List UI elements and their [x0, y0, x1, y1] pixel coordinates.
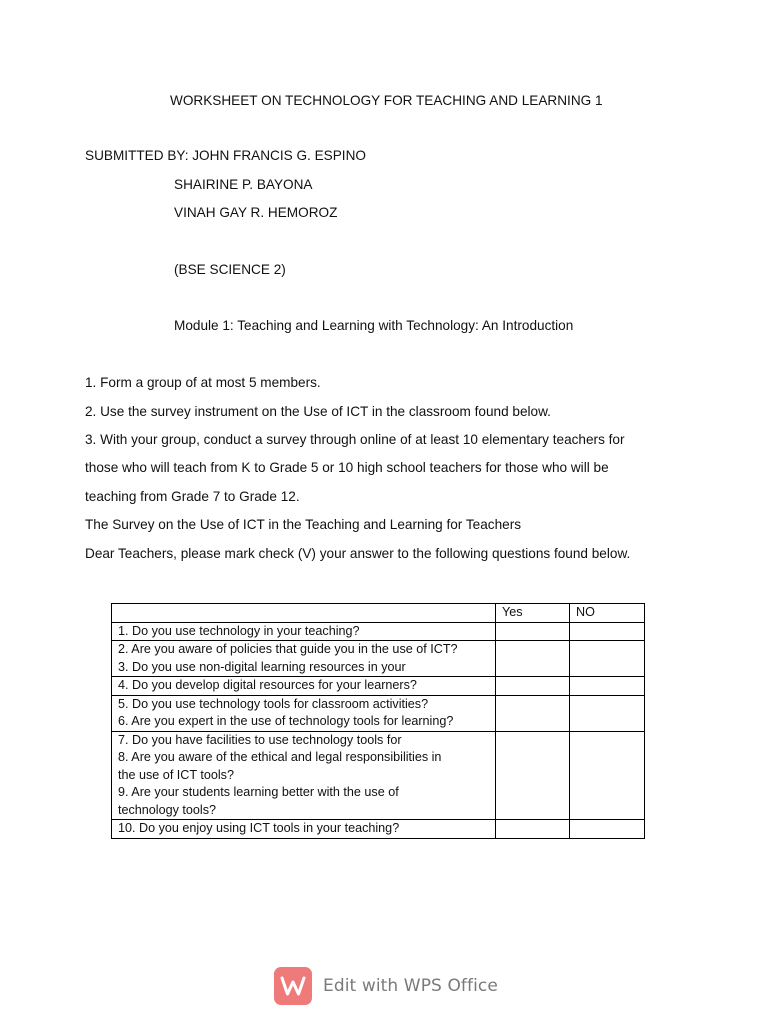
- yes-cell[interactable]: [496, 731, 570, 820]
- header-cell-yes: Yes: [496, 604, 570, 623]
- question-cell: [112, 731, 496, 820]
- edit-with-wps-button[interactable]: [274, 966, 498, 1006]
- table-row: [112, 695, 645, 731]
- question-text: 7. Do you have facilities to use technology tools for: [118, 732, 402, 747]
- submitted-by-line: SUBMITTED BY: JOHN FRANCIS G. ESPINO: [85, 148, 366, 163]
- yes-cell[interactable]: [496, 820, 570, 839]
- wps-logo-icon: [274, 967, 312, 1005]
- question-text: 6. Are you expert in the use of technology tools for learning?: [118, 714, 454, 728]
- yes-cell[interactable]: [496, 641, 570, 677]
- no-cell[interactable]: [570, 677, 645, 696]
- table-header-row: [112, 604, 645, 623]
- question-cell: [112, 677, 496, 696]
- question-cell: [112, 695, 496, 731]
- question-cell: [112, 641, 496, 677]
- survey-table: [111, 603, 645, 839]
- no-cell[interactable]: [570, 641, 645, 677]
- question-text: 1. Do you use technology in your teaching?: [118, 623, 360, 638]
- survey-title: The Survey on the Use of ICT in the Teaching and Learning for Teachers: [85, 517, 522, 532]
- header-cell: [112, 604, 496, 623]
- worksheet-title: WORKSHEET ON TECHNOLOGY FOR TEACHING AND LEARNING 1: [170, 93, 603, 108]
- question-cell: [112, 820, 496, 839]
- yes-cell[interactable]: [496, 677, 570, 696]
- instruction-2: 2. Use the survey instrument on the Use of ICT in the classroom found below.: [85, 404, 551, 419]
- no-cell[interactable]: [570, 820, 645, 839]
- question-text: 9. Are your students learning better with the use of: [118, 785, 399, 799]
- question-text: technology tools?: [118, 802, 217, 817]
- module-title: Module 1: Teaching and Learning with Technology: An Introduction: [174, 318, 574, 333]
- table-row: [112, 731, 645, 820]
- table-row: [112, 820, 645, 839]
- question-text: the use of ICT tools?: [118, 767, 234, 782]
- instruction-3-cont: teaching from Grade 7 to Grade 12.: [85, 489, 300, 504]
- instruction-3-cont: those who will teach from K to Grade 5 or 10 high school teachers for those who will be: [85, 460, 609, 475]
- yes-cell[interactable]: [496, 695, 570, 731]
- question-text: 5. Do you use technology tools for classroom activities?: [118, 696, 429, 711]
- question-text: 4. Do you develop digital resources for your learners?: [118, 678, 417, 692]
- question-text: 2. Are you aware of policies that guide you in the use of ICT?: [118, 642, 458, 656]
- survey-instruction: Dear Teachers, please mark check (V) your answer to the following questions found below.: [85, 546, 631, 561]
- table-row: [112, 622, 645, 641]
- course-label: (BSE SCIENCE 2): [174, 262, 286, 277]
- yes-cell[interactable]: [496, 622, 570, 641]
- question-text: 8. Are you aware of the ethical and legal responsibilities in: [118, 750, 442, 764]
- question-text: 3. Do you use non-digital learning resources in your: [118, 659, 406, 674]
- table-row: [112, 641, 645, 677]
- question-text: 10. Do you enjoy using ICT tools in your teaching?: [118, 821, 400, 835]
- wps-label: Edit with WPS Office: [323, 976, 498, 996]
- table-row: [112, 677, 645, 696]
- no-cell[interactable]: [570, 695, 645, 731]
- submitter-name: VINAH GAY R. HEMOROZ: [174, 205, 338, 220]
- no-cell[interactable]: [570, 731, 645, 820]
- header-cell-no: NO: [570, 604, 645, 623]
- instruction-3: 3. With your group, conduct a survey through online of at least 10 elementary teachers for: [85, 432, 625, 447]
- instruction-1: 1. Form a group of at most 5 members.: [85, 375, 321, 390]
- no-cell[interactable]: [570, 622, 645, 641]
- question-cell: [112, 622, 496, 641]
- submitter-name: SHAIRINE P. BAYONA: [174, 177, 313, 192]
